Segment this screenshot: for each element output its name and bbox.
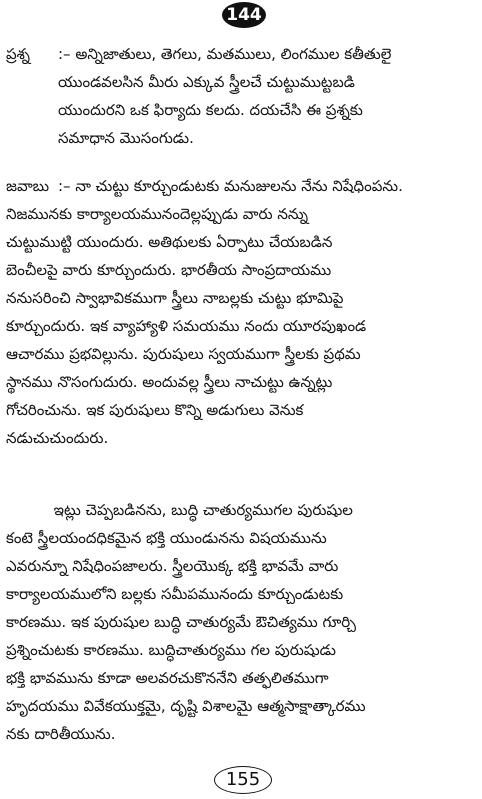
paragraph-line: హృదయము వివేకయుక్తమై, దృష్టి విశాలమై ఆత్మసాక్షాత్కారము [6,697,366,715]
answer-label: జవాబు [6,177,50,195]
question-label: ప్రశ్న [6,45,30,63]
paragraph-line: కార్యాలయములోని బల్లకు సమీపమునందు కూర్చుండుటకు [6,585,344,603]
answer-line: స్థానము నొసంగుదురు. అందువల్ల స్త్రీలు నాచుట్టు ఉన్నట్లు [6,373,333,391]
answer-line: బెంచీలపై వారు కూర్చుందురు. భారతీయ సాంప్రదాయము [6,261,332,279]
header-page-number: 144 [222,2,266,28]
answer-line: :– నా చుట్టు కూర్చుండుటకు మనుజులను నేను నిషేధింపను. [58,177,403,195]
question-text [58,40,476,152]
question-line: :– అన్నిజాతులు, తెగలు, మతములు, లింగముల కతీతులై [58,45,392,63]
answer-line: కూర్చుందురు. ఇక వ్యాహ్యాళి సమయము నందు యూరపుఖండ [6,317,367,335]
answer-line: చుట్టుముట్టి యుందురు. అతిథులకు ఏర్పాటు చేయబడిన [6,233,333,251]
paragraph-line: కారణము. ఇక పురుషుల బుద్ధి చాతుర్యమే ఔచిత్యము గూర్చి [6,613,356,631]
paragraph-line: కంటె స్త్రీలయందధికమైన భక్తి యుండునను విషయమును [6,529,327,547]
answer-line: ఆచారము ప్రభవిల్లును. పురుషులు స్వయముగా స్త్రీలకు ప్రథమ [6,345,361,363]
footer-page-number: 155 [214,766,272,794]
paragraph-line: నకు దారితీయును. [6,725,116,743]
paragraph-line: ఎవరున్నూ నిషేధింపజాలరు. స్త్రీలయొక్క భక్తి భావమే వారు [6,557,339,575]
answer-continuation [6,200,476,452]
question-line: యుండవలసిన మీరు ఎక్కువ స్త్రీలచే చుట్టుముట్టబడి [58,73,355,91]
paragraph-line: భక్తి భావమును కూడా అలవరచుకొననేని తత్ఫలితముగా [6,669,329,687]
answer-text [58,172,476,200]
answer-line: నిజమునకు కార్యాలయమునందెల్లప్పుడు వారు నన్ను [6,205,309,223]
answer-line: ననుసరించి స్వాభావికముగా స్త్రీలు నాబల్లకు చుట్టు భూమిపై [6,289,344,307]
answer-line: నడుచుచుందురు. [6,429,109,447]
paragraph-line: ప్రశ్నించుటకు కారణము. బుద్ధిచాతుర్యము గల పురుషుడు [6,641,336,659]
paragraph-line: ఇట్లు చెప్పబడినను, బుద్ధి చాతుర్యముగల పురుషుల [6,501,353,519]
question-line: సమాధాన మొసంగుడు. [58,129,194,147]
question-line: యుందురని ఒక ఫిర్యాదు కలదు. దయచేసి ఈ ప్రశ్నకు [58,101,363,119]
closing-paragraph [6,496,476,748]
answer-line: గోచరించును. ఇక పురుషులు కొన్ని అడుగులు వెనుక [6,401,304,419]
